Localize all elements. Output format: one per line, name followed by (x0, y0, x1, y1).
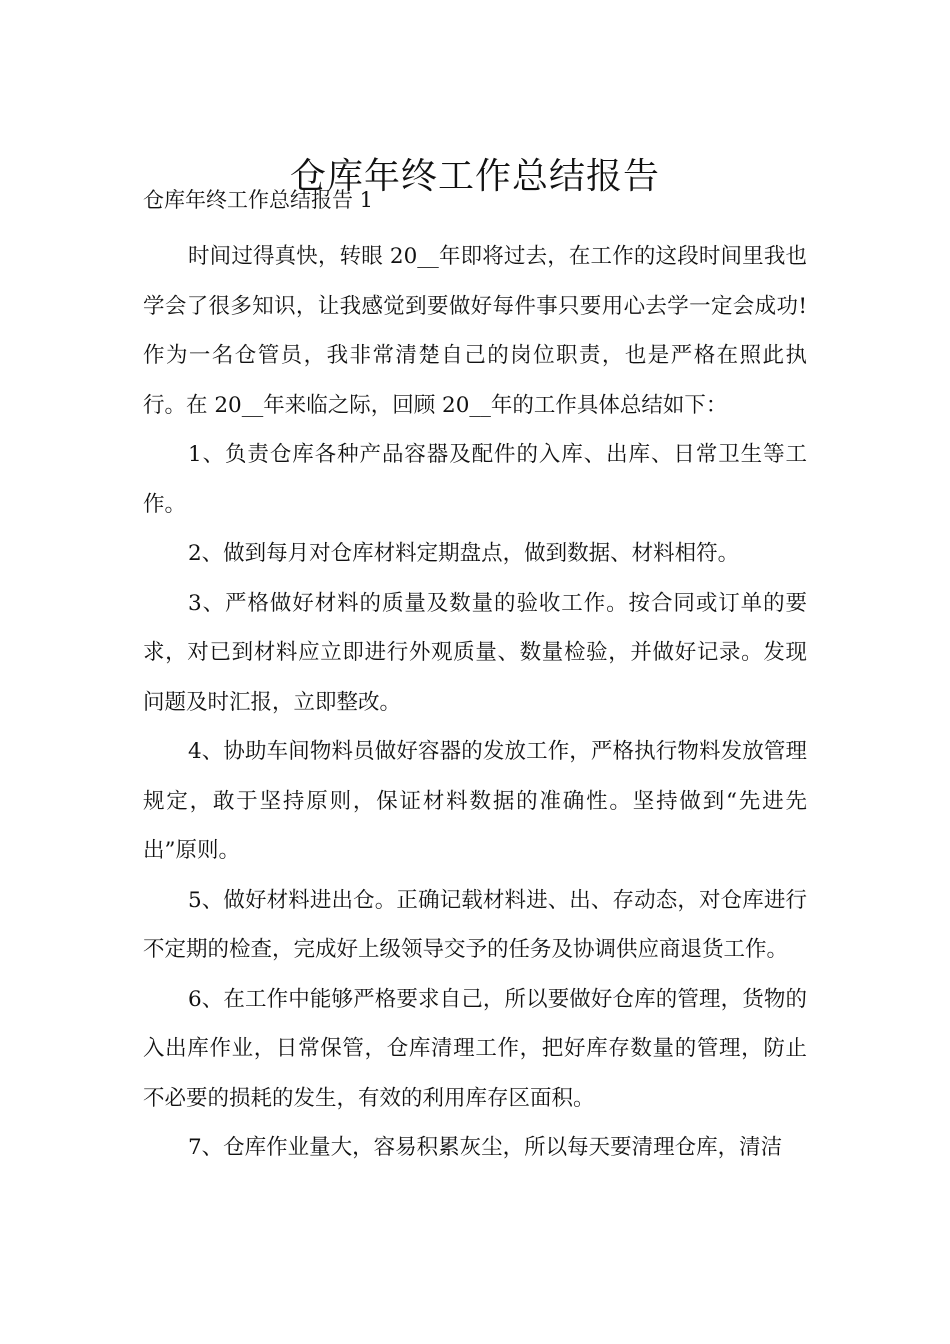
document-subtitle: 仓库年终工作总结报告 1 (143, 188, 374, 212)
document-body (143, 232, 807, 1173)
paragraph-intro: 时间过得真快，转眼 20__年即将过去，在工作的这段时间里我也学会了很多知识，让我感觉到要做好每件事只要用心去学一定会成功!作为一名仓管员，我非常清楚自己的岗位职责，也是严格在照此执行。在 20__年来临之际，回顾 20__年的工作具体总结如下： (143, 244, 807, 418)
paragraph-item-1: 1、负责仓库各种产品容器及配件的入库、出库、日常卫生等工作。 (143, 442, 807, 517)
paragraph-item-3: 3、严格做好材料的质量及数量的验收工作。按合同或订单的要求，对已到材料应立即进行外观质量、数量检验，并做好记录。发现问题及时汇报，立即整改。 (143, 590, 807, 715)
document-title: 仓库年终工作总结报告 (289, 156, 660, 198)
paragraph-item-7: 7、仓库作业量大，容易积累灰尘，所以每天要清理仓库，清洁 (188, 1135, 783, 1160)
paragraph-item-6: 6、在工作中能够严格要求自己，所以要做好仓库的管理，货物的入出库作业，日常保管，仓库清理工作，把好库存数量的管理，防止不必要的损耗的发生，有效的利用库存区面积。 (143, 986, 807, 1111)
paragraph-item-5: 5、做好材料进出仓。正确记载材料进、出、存动态，对仓库进行不定期的检查，完成好上级领导交予的任务及协调供应商退货工作。 (143, 887, 807, 962)
paragraph-item-2: 2、做到每月对仓库材料定期盘点，做到数据、材料相符。 (188, 541, 740, 566)
paragraph-item-4: 4、协助车间物料员做好容器的发放工作，严格执行物料发放管理规定，敢于坚持原则，保证材料数据的准确性。坚持做到“先进先出”原则。 (143, 739, 807, 863)
